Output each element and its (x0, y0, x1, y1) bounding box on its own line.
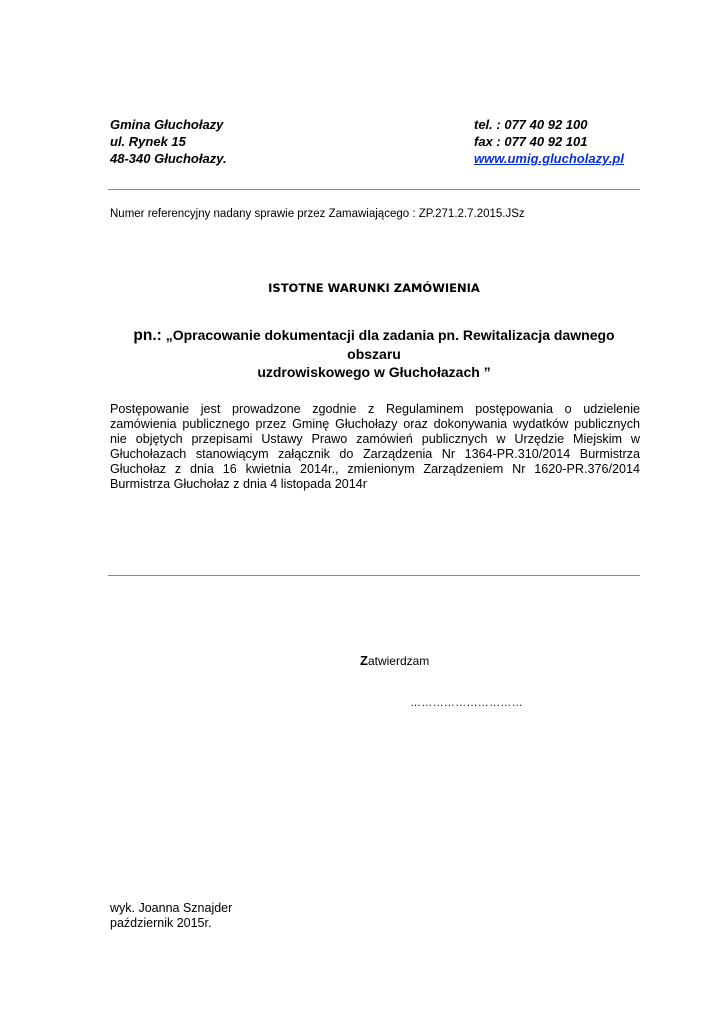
subject-prefix: pn.: (133, 327, 162, 344)
approval-initial: Z (360, 653, 368, 668)
subject-line-1: „Opracowanie dokumentacji dla zadania pn. Rewitalizacja dawnego obszaru (165, 327, 615, 362)
phone-number: tel. : 077 40 92 100 (474, 117, 588, 132)
municipality-name: Gmina Głuchołazy (110, 117, 224, 132)
website-link[interactable]: www.umig.glucholazy.pl (474, 151, 624, 166)
approval-rest: atwierdzam (367, 654, 430, 668)
header-contact (474, 116, 624, 167)
header-divider (108, 189, 640, 190)
prepared-by: wyk. Joanna Sznajder (110, 901, 233, 915)
footer (110, 901, 232, 931)
fax-number: fax : 077 40 92 101 (474, 134, 588, 149)
subject-line-2: uzdrowiskowego w Głuchołazach ” (257, 364, 491, 380)
reference-number: Numer referencyjny nadany sprawie przez Zamawiającego : ZP.271.2.7.2015.JSz (110, 208, 525, 220)
approval-label (360, 653, 429, 668)
signature-line: ………………………… (410, 697, 523, 709)
header-address (110, 116, 227, 167)
street-address: ul. Rynek 15 (110, 134, 186, 149)
procedure-description: Postępowanie jest prowadzone zgodnie z Regulaminem postępowania o udzielenie zamówienia publicznego przez Gminę Głuchołazy oraz dokonywania wydatków publicznych nie objętych przepisami Ustawy Prawo zamówień publicznych w Urzędzie Miejskim w Głuchołazach stanowiącym załącznik do Zarządzenia Nr 1364-PR.310/2014 Burmistrza Głuchołaz z dnia 16 kwietnia 2014r., zmienionym Zarządzeniem Nr 1620-PR.376/2014 Burmistrza Głuchołaz z dnia 4 listopada 2014r (110, 402, 640, 491)
subject-heading (108, 326, 640, 381)
document-title: ISTOTNE WARUNKI ZAMÓWIENIA (268, 281, 480, 295)
body-divider (108, 575, 640, 576)
postal-address: 48-340 Głuchołazy. (110, 151, 227, 166)
document-date: październik 2015r. (110, 916, 212, 930)
